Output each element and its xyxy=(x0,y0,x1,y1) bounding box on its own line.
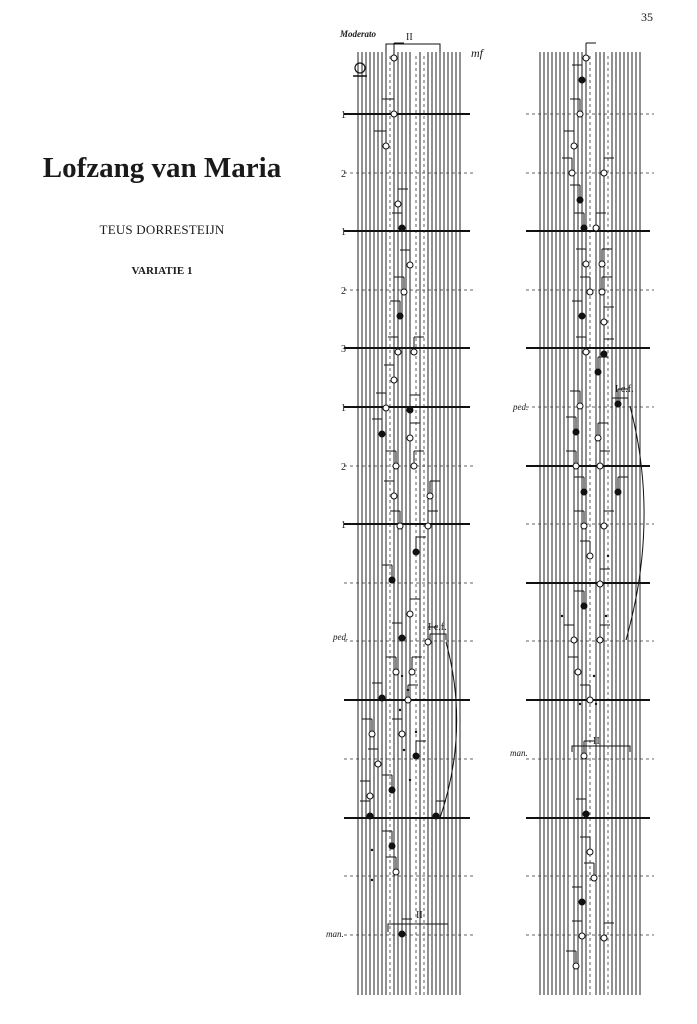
manual-bracket-bottom xyxy=(572,746,630,752)
beat-number: 2 xyxy=(341,169,346,180)
manual-label-bottom-2: II xyxy=(593,736,600,747)
beat-number: 1 xyxy=(341,227,346,238)
staccato-dot xyxy=(403,749,405,751)
note-head xyxy=(401,289,407,295)
note-head xyxy=(389,843,395,849)
note-head xyxy=(601,351,607,357)
note-head xyxy=(587,289,593,295)
score-column-1 xyxy=(341,43,474,995)
note-head xyxy=(407,435,413,441)
note-head xyxy=(583,349,589,355)
note-head xyxy=(393,869,399,875)
note-head xyxy=(411,349,417,355)
note-head xyxy=(367,813,373,819)
note-head xyxy=(399,635,405,641)
note-head xyxy=(413,549,419,555)
note-head xyxy=(587,697,593,703)
note-head xyxy=(575,669,581,675)
note-head xyxy=(591,875,597,881)
staccato-dot xyxy=(399,709,401,711)
staccato-dot xyxy=(415,731,417,733)
note-head xyxy=(599,289,605,295)
cantus-firmus-label-2: I c.f. xyxy=(615,384,634,395)
cantus-firmus-label-1: I c.f. xyxy=(428,622,447,633)
note-head xyxy=(597,463,603,469)
beat-number: 1 xyxy=(341,520,346,531)
note-head xyxy=(383,405,389,411)
note-head xyxy=(583,811,589,817)
note-head xyxy=(595,369,601,375)
note-head xyxy=(399,225,405,231)
staccato-dot xyxy=(593,675,595,677)
note-head xyxy=(395,201,401,207)
note-head xyxy=(573,963,579,969)
note-head xyxy=(601,319,607,325)
note-head xyxy=(391,55,397,61)
note-head xyxy=(409,669,415,675)
note-head xyxy=(615,489,621,495)
note-head xyxy=(599,261,605,267)
beat-number: 3 xyxy=(341,344,346,355)
note-head xyxy=(595,435,601,441)
note-head xyxy=(407,262,413,268)
composer-name: TEUS DORRESTEIJN xyxy=(99,222,225,237)
note-head xyxy=(393,669,399,675)
note-head xyxy=(427,493,433,499)
organ-symbol xyxy=(355,63,365,73)
page-title: Lofzang van Maria xyxy=(42,152,282,184)
note-head xyxy=(433,813,439,819)
note-head xyxy=(369,731,375,737)
note-head xyxy=(615,401,621,407)
note-head xyxy=(375,761,381,767)
note-head xyxy=(399,931,405,937)
note-head xyxy=(597,637,603,643)
staccato-dot xyxy=(605,615,607,617)
manual-bracket-bottom xyxy=(388,924,448,932)
variation-heading: VARIATIE 1 xyxy=(131,265,193,277)
note-head xyxy=(597,581,603,587)
page-number: 35 xyxy=(641,10,653,24)
note-head xyxy=(399,731,405,737)
staccato-dot xyxy=(409,779,411,781)
dynamic-marking: mf xyxy=(471,46,483,60)
staccato-dot xyxy=(371,879,373,881)
staccato-dot xyxy=(579,703,581,705)
note-head xyxy=(579,77,585,83)
note-head xyxy=(389,787,395,793)
manual-label-2: man. xyxy=(510,748,528,758)
note-head xyxy=(407,407,413,413)
note-head xyxy=(571,143,577,149)
staccato-dot xyxy=(607,555,609,557)
note-head xyxy=(367,793,373,799)
pedal-label-2: ped. xyxy=(513,402,529,412)
note-head xyxy=(413,753,419,759)
tempo-marking: Moderato xyxy=(340,29,376,39)
note-head xyxy=(395,349,401,355)
beat-number: 2 xyxy=(341,462,346,473)
note-head xyxy=(425,639,431,645)
note-head xyxy=(583,261,589,267)
note-head xyxy=(581,603,587,609)
manual-label-1: man. xyxy=(326,929,344,939)
pedal-label-1: ped. xyxy=(333,632,349,642)
note-head xyxy=(389,577,395,583)
note-head xyxy=(397,313,403,319)
note-head xyxy=(571,637,577,643)
note-head xyxy=(587,553,593,559)
note-head xyxy=(425,523,431,529)
slur xyxy=(626,406,644,640)
note-head xyxy=(573,429,579,435)
note-head xyxy=(601,170,607,176)
note-head xyxy=(601,523,607,529)
note-head xyxy=(393,463,399,469)
manual-label-top: II xyxy=(406,32,413,43)
staccato-dot xyxy=(561,615,563,617)
note-head xyxy=(379,431,385,437)
note-head xyxy=(579,899,585,905)
note-head xyxy=(569,170,575,176)
note-head xyxy=(577,403,583,409)
note-head xyxy=(579,313,585,319)
beat-number: 2 xyxy=(341,286,346,297)
score-column-2 xyxy=(526,43,654,995)
note-head xyxy=(579,933,585,939)
note-head xyxy=(573,463,579,469)
note-head xyxy=(391,493,397,499)
note-head xyxy=(581,489,587,495)
note-head xyxy=(397,523,403,529)
beat-number: 1 xyxy=(341,403,346,414)
staccato-dot xyxy=(371,849,373,851)
note-head xyxy=(407,611,413,617)
note-head xyxy=(581,523,587,529)
note-head xyxy=(411,463,417,469)
beat-number: 1 xyxy=(341,110,346,121)
note-head xyxy=(587,849,593,855)
note-head xyxy=(379,695,385,701)
note-head xyxy=(391,377,397,383)
note-head xyxy=(405,697,411,703)
note-head xyxy=(581,225,587,231)
note-head xyxy=(583,55,589,61)
note-head xyxy=(581,753,587,759)
manual-label-bottom-1: II xyxy=(416,910,423,921)
note-head xyxy=(577,197,583,203)
staccato-dot xyxy=(401,675,403,677)
staccato-dot xyxy=(407,689,409,691)
staccato-dot xyxy=(595,703,597,705)
note-head xyxy=(391,111,397,117)
note-head xyxy=(601,935,607,941)
note-head xyxy=(593,225,599,231)
note-head xyxy=(577,111,583,117)
note-head xyxy=(383,143,389,149)
